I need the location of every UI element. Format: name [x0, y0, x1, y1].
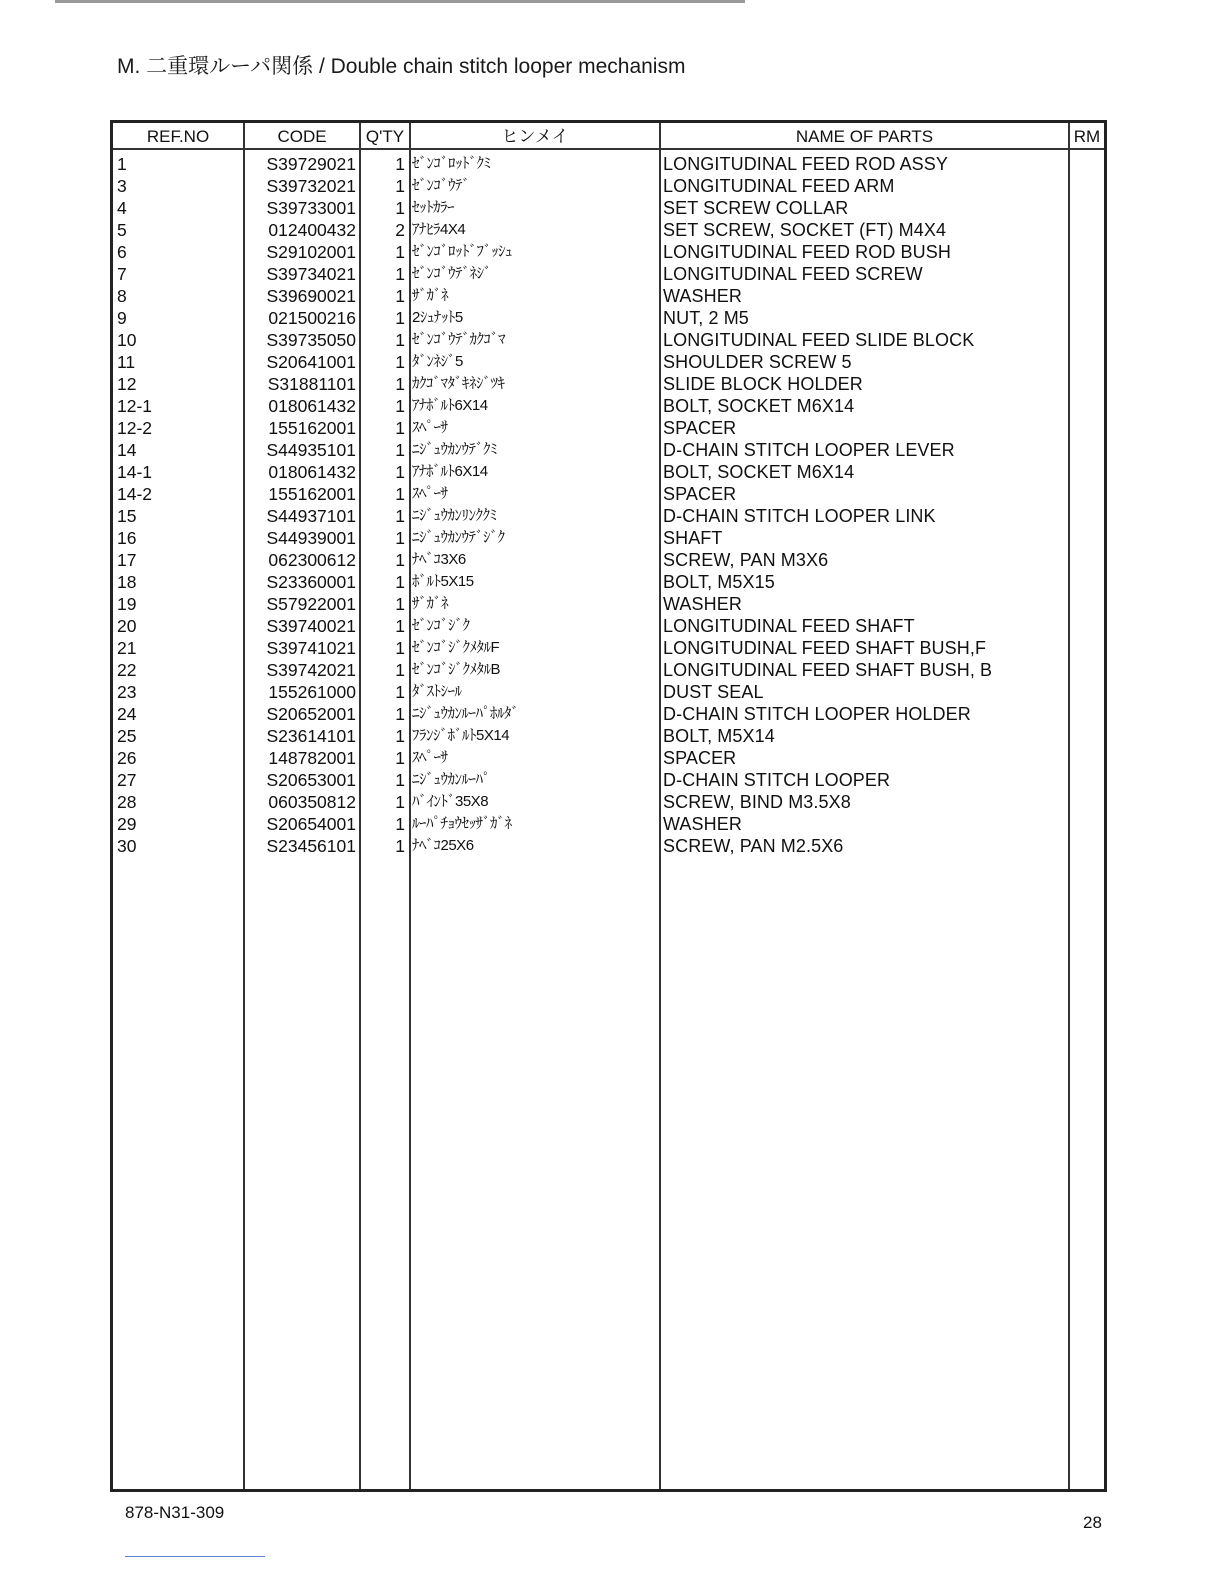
- header-kana: ヒンメイ: [501, 127, 569, 146]
- qty-cell: 1: [395, 352, 405, 372]
- part-name-cell: SHOULDER SCREW 5: [663, 352, 852, 372]
- qty-cell: 1: [395, 572, 405, 592]
- code-cell: S20653001: [266, 770, 356, 790]
- code-cell: 155162001: [268, 484, 356, 504]
- qty-cell: 1: [395, 198, 405, 218]
- kana-name-cell: ｱﾅﾋﾗ4X4: [412, 221, 466, 238]
- qty-cell: 1: [395, 792, 405, 812]
- table-row: [113, 615, 1104, 637]
- table-row: [113, 769, 1104, 791]
- ref-cell: 14-2: [117, 484, 153, 504]
- part-name-cell: D-CHAIN STITCH LOOPER HOLDER: [663, 704, 971, 724]
- kana-name-cell: ｶｸｺﾞﾏﾀﾞｷﾈｼﾞﾂｷ: [412, 375, 505, 392]
- header-rm: RM: [1073, 127, 1101, 146]
- part-name-cell: SET SCREW, SOCKET (FT) M4X4: [663, 220, 947, 240]
- ref-cell: 12-1: [117, 396, 153, 416]
- ref-cell: 16: [117, 528, 137, 548]
- code-cell: 148782001: [268, 748, 356, 768]
- ref-cell: 17: [117, 550, 137, 570]
- part-name-cell: DUST SEAL: [663, 682, 764, 702]
- ref-cell: 18: [117, 572, 137, 592]
- table-row: [113, 747, 1104, 769]
- ref-cell: 30: [117, 836, 137, 856]
- qty-cell: 1: [395, 286, 405, 306]
- qty-cell: 1: [395, 550, 405, 570]
- table-row: [113, 153, 1104, 175]
- part-name-cell: SCREW, PAN M2.5X6: [663, 836, 844, 856]
- ref-cell: 14-1: [117, 462, 153, 482]
- qty-cell: 1: [395, 154, 405, 174]
- qty-cell: 1: [395, 814, 405, 834]
- kana-name-cell: ｽﾍﾟｰｻ: [412, 749, 448, 766]
- ref-cell: 8: [117, 286, 127, 306]
- kana-name-cell: ｱﾅﾎﾞﾙﾄ6X14: [412, 397, 488, 414]
- table-row: [113, 175, 1104, 197]
- ref-cell: 25: [117, 726, 137, 746]
- header-name: NAME OF PARTS: [795, 127, 934, 146]
- qty-cell: 1: [395, 264, 405, 284]
- kana-name-cell: ｾﾞﾝｺﾞﾛｯﾄﾞﾌﾞｯｼｭ: [412, 243, 513, 260]
- qty-cell: 1: [395, 770, 405, 790]
- part-name-cell: SHAFT: [663, 528, 723, 548]
- part-name-cell: SCREW, BIND M3.5X8: [663, 792, 851, 812]
- qty-cell: 1: [395, 836, 405, 856]
- kana-name-cell: ﾀﾞｽﾄｼｰﾙ: [412, 683, 462, 700]
- kana-name-cell: ﾆｼﾞｭｳｶﾝﾘﾝｸｸﾐ: [412, 507, 497, 524]
- kana-name-cell: ﾙｰﾊﾟﾁｮｳｾｯｻﾞｶﾞﾈ: [412, 815, 512, 832]
- ref-cell: 21: [117, 638, 137, 658]
- parts-table: [110, 120, 1107, 1492]
- table-row: [113, 395, 1104, 417]
- table-row: [113, 549, 1104, 571]
- ref-cell: 11: [117, 352, 136, 372]
- qty-cell: 1: [395, 176, 405, 196]
- kana-name-cell: ﾆｼﾞｭｳｶﾝｳﾃﾞｸﾐ: [412, 441, 498, 458]
- kana-name-cell: 2ｼｭﾅｯﾄ5: [412, 309, 463, 326]
- table-row: [113, 439, 1104, 461]
- ref-cell: 7: [117, 264, 127, 284]
- kana-name-cell: ｾﾞﾝｺﾞｼﾞｸﾒﾀﾙB: [412, 661, 501, 678]
- table-row: [113, 637, 1104, 659]
- part-name-cell: LONGITUDINAL FEED SCREW: [663, 264, 923, 284]
- kana-name-cell: ﾆｼﾞｭｳｶﾝﾙｰﾊﾟﾎﾙﾀﾞ: [412, 705, 519, 722]
- code-cell: S57922001: [266, 594, 356, 614]
- table-row: [113, 373, 1104, 395]
- table-row: [113, 351, 1104, 373]
- code-cell: S39734021: [266, 264, 356, 284]
- part-name-cell: D-CHAIN STITCH LOOPER: [663, 770, 891, 790]
- table-row: [113, 329, 1104, 351]
- table-row: [113, 263, 1104, 285]
- table-row: [113, 571, 1104, 593]
- table-row: [113, 219, 1104, 241]
- qty-cell: 1: [395, 726, 405, 746]
- footer-rule: [125, 1556, 265, 1557]
- kana-name-cell: ｾﾞﾝｺﾞｳﾃﾞ: [412, 177, 470, 194]
- code-cell: S44939001: [266, 528, 356, 548]
- ref-cell: 9: [117, 308, 127, 328]
- code-cell: S44937101: [266, 506, 356, 526]
- table-row: [113, 197, 1104, 219]
- table-row: [113, 681, 1104, 703]
- part-name-cell: WASHER: [663, 594, 742, 614]
- qty-cell: 1: [395, 748, 405, 768]
- table-row: [113, 835, 1104, 857]
- part-name-cell: LONGITUDINAL FEED ROD ASSY: [663, 154, 948, 174]
- kana-name-cell: ﾆｼﾞｭｳｶﾝﾙｰﾊﾟ: [412, 771, 491, 788]
- part-name-cell: SCREW, PAN M3X6: [663, 550, 829, 570]
- ref-cell: 14: [117, 440, 137, 460]
- code-cell: 155261000: [268, 682, 356, 702]
- kana-name-cell: ｾﾞﾝｺﾞｳﾃﾞﾈｼﾞ: [412, 265, 492, 282]
- table-row: [113, 527, 1104, 549]
- qty-cell: 1: [395, 462, 405, 482]
- kana-name-cell: ｾﾞﾝｺﾞｳﾃﾞｶｸｺﾞﾏ: [412, 331, 506, 348]
- part-name-cell: SPACER: [663, 418, 737, 438]
- kana-name-cell: ｻﾞｶﾞﾈ: [412, 287, 449, 304]
- header-qty: Q'TY: [365, 127, 405, 146]
- ref-cell: 19: [117, 594, 137, 614]
- code-cell: 021500216: [268, 308, 356, 328]
- qty-cell: 1: [395, 484, 405, 504]
- ref-cell: 27: [117, 770, 137, 790]
- table-row: [113, 241, 1104, 263]
- ref-cell: 23: [117, 682, 137, 702]
- code-cell: 155162001: [268, 418, 356, 438]
- ref-cell: 10: [117, 330, 137, 350]
- header-ref: REF.NO: [146, 127, 210, 146]
- part-name-cell: BOLT, SOCKET M6X14: [663, 462, 855, 482]
- qty-cell: 1: [395, 440, 405, 460]
- top-rule: [55, 0, 745, 3]
- kana-name-cell: ｻﾞｶﾞﾈ: [412, 595, 449, 612]
- table-row: [113, 593, 1104, 615]
- kana-name-cell: ﾅﾍﾞｺ3X6: [412, 551, 466, 568]
- code-cell: S31881101: [267, 374, 356, 394]
- code-cell: S23360001: [266, 572, 356, 592]
- ref-cell: 26: [117, 748, 137, 768]
- code-cell: S39741021: [266, 638, 356, 658]
- ref-cell: 12-2: [117, 418, 153, 438]
- code-cell: S39732021: [266, 176, 356, 196]
- ref-cell: 22: [117, 660, 137, 680]
- code-cell: 060350812: [268, 792, 356, 812]
- part-name-cell: LONGITUDINAL FEED ARM: [663, 176, 895, 196]
- part-name-cell: BOLT, M5X14: [663, 726, 775, 746]
- part-name-cell: D-CHAIN STITCH LOOPER LINK: [663, 506, 936, 526]
- code-cell: S23456101: [266, 836, 356, 856]
- table-row: [113, 659, 1104, 681]
- kana-name-cell: ﾆｼﾞｭｳｶﾝｳﾃﾞｼﾞｸ: [412, 529, 505, 546]
- part-name-cell: LONGITUDINAL FEED SHAFT: [663, 616, 915, 636]
- part-name-cell: LONGITUDINAL FEED SHAFT BUSH,F: [663, 638, 987, 658]
- part-name-cell: WASHER: [663, 814, 742, 834]
- header-code: CODE: [277, 127, 327, 146]
- table-row: [113, 307, 1104, 329]
- page-number: 28: [1083, 1513, 1102, 1532]
- code-cell: 062300612: [268, 550, 356, 570]
- part-name-cell: LONGITUDINAL FEED ROD BUSH: [663, 242, 951, 262]
- kana-name-cell: ﾌﾗﾝｼﾞﾎﾞﾙﾄ5X14: [412, 727, 510, 744]
- qty-cell: 1: [395, 704, 405, 724]
- qty-cell: 2: [395, 220, 405, 240]
- code-cell: S39735050: [266, 330, 356, 350]
- code-cell: S23614101: [266, 726, 356, 746]
- table-row: [113, 813, 1104, 835]
- kana-name-cell: ｾｯﾄｶﾗｰ: [412, 199, 455, 216]
- table-row: [113, 725, 1104, 747]
- table-row: [113, 461, 1104, 483]
- kana-name-cell: ｽﾍﾟｰｻ: [412, 485, 448, 502]
- qty-cell: 1: [395, 616, 405, 636]
- ref-cell: 15: [117, 506, 137, 526]
- qty-cell: 1: [395, 638, 405, 658]
- kana-name-cell: ﾀﾞﾝﾈｼﾞ5: [412, 353, 463, 370]
- ref-cell: 12: [117, 374, 137, 394]
- code-cell: S39733001: [266, 198, 356, 218]
- document-code: 878-N31-309: [125, 1503, 225, 1522]
- ref-cell: 20: [117, 616, 137, 636]
- part-name-cell: LONGITUDINAL FEED SHAFT BUSH, B: [663, 660, 993, 680]
- kana-name-cell: ｾﾞﾝｺﾞｼﾞｸ: [412, 617, 470, 634]
- kana-name-cell: ﾊﾞｲﾝﾄﾞ35X8: [412, 793, 489, 810]
- part-name-cell: BOLT, SOCKET M6X14: [663, 396, 855, 416]
- ref-cell: 1: [117, 154, 127, 174]
- code-cell: S20641001: [266, 352, 356, 372]
- qty-cell: 1: [395, 396, 405, 416]
- qty-cell: 1: [395, 374, 405, 394]
- kana-name-cell: ｾﾞﾝｺﾞﾛｯﾄﾞｸﾐ: [412, 155, 491, 172]
- ref-cell: 4: [117, 198, 127, 218]
- page-title: M. 二重環ルーパ関係 / Double chain stitch looper mechanism: [117, 55, 686, 78]
- part-name-cell: BOLT, M5X15: [663, 572, 775, 592]
- qty-cell: 1: [395, 528, 405, 548]
- qty-cell: 1: [395, 330, 405, 350]
- part-name-cell: SLIDE BLOCK HOLDER: [663, 374, 863, 394]
- kana-name-cell: ｾﾞﾝｺﾞｼﾞｸﾒﾀﾙF: [412, 639, 500, 656]
- ref-cell: 5: [117, 220, 127, 240]
- code-cell: S39742021: [266, 660, 356, 680]
- table-row: [113, 285, 1104, 307]
- table-row: [113, 417, 1104, 439]
- ref-cell: 28: [117, 792, 137, 812]
- code-cell: S39729021: [266, 154, 356, 174]
- qty-cell: 1: [395, 418, 405, 438]
- kana-name-cell: ｽﾍﾟｰｻ: [412, 419, 448, 436]
- ref-cell: 29: [117, 814, 137, 834]
- qty-cell: 1: [395, 242, 405, 262]
- part-name-cell: SPACER: [663, 484, 737, 504]
- code-cell: 018061432: [268, 462, 356, 482]
- part-name-cell: SET SCREW COLLAR: [663, 198, 849, 218]
- qty-cell: 1: [395, 594, 405, 614]
- part-name-cell: LONGITUDINAL FEED SLIDE BLOCK: [663, 330, 975, 350]
- table-row: [113, 791, 1104, 813]
- kana-name-cell: ﾎﾞﾙﾄ5X15: [412, 573, 474, 590]
- table-body: [113, 153, 1104, 857]
- kana-name-cell: ｱﾅﾎﾞﾙﾄ6X14: [412, 463, 488, 480]
- code-cell: 012400432: [268, 220, 356, 240]
- part-name-cell: SPACER: [663, 748, 737, 768]
- part-name-cell: WASHER: [663, 286, 742, 306]
- code-cell: S29102001: [266, 242, 356, 262]
- qty-cell: 1: [395, 660, 405, 680]
- code-cell: S44935101: [266, 440, 356, 460]
- kana-name-cell: ﾅﾍﾞｺ25X6: [412, 837, 474, 854]
- qty-cell: 1: [395, 682, 405, 702]
- ref-cell: 3: [117, 176, 127, 196]
- part-name-cell: D-CHAIN STITCH LOOPER LEVER: [663, 440, 955, 460]
- code-cell: S20654001: [266, 814, 356, 834]
- code-cell: S39740021: [266, 616, 356, 636]
- qty-cell: 1: [395, 506, 405, 526]
- code-cell: S39690021: [266, 286, 356, 306]
- table-row: [113, 483, 1104, 505]
- ref-cell: 24: [117, 704, 137, 724]
- header-divider: [113, 148, 1104, 150]
- qty-cell: 1: [395, 308, 405, 328]
- table-row: [113, 703, 1104, 725]
- part-name-cell: NUT, 2 M5: [663, 308, 749, 328]
- ref-cell: 6: [117, 242, 127, 262]
- table-row: [113, 505, 1104, 527]
- code-cell: S20652001: [266, 704, 356, 724]
- code-cell: 018061432: [268, 396, 356, 416]
